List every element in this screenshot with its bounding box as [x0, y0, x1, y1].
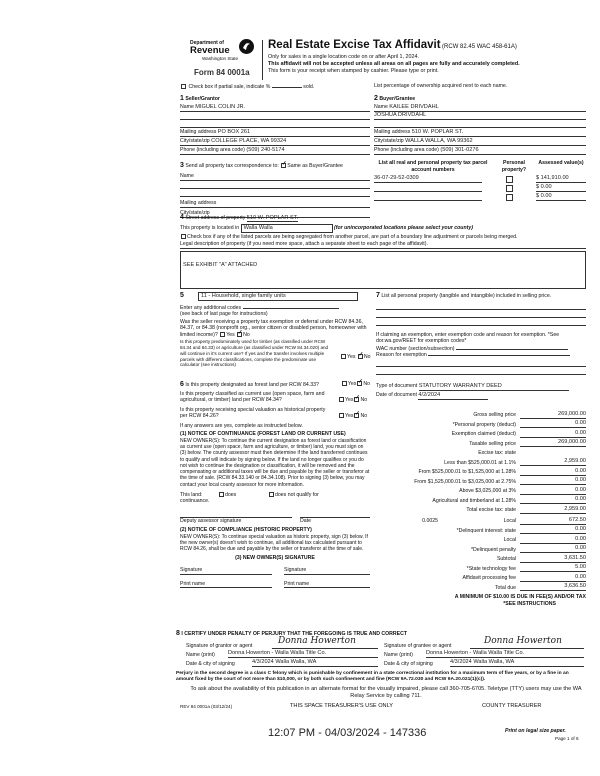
- calc-row: [376, 544, 586, 554]
- personal-property-checkbox[interactable]: [506, 185, 513, 192]
- calc-row: [376, 428, 586, 438]
- section3: 3 Send all property tax correspondence to: ✓ Same as Buyer/Grantee Name Mailing address City/state/zip: [180, 162, 370, 218]
- local-tax-value[interactable]: 672.50: [520, 517, 586, 525]
- section4: 4 Street address of property 510 W. POPLAR ST. This property is located in Walla Walla (for unincorporated locations please select your county) Check box if any of the listed parcels are being segregated from another parcel, are part of a boundary line adjustment or parcels being merged. Legal description of property (if you need more space, attach a separate sheet to each page of the affidavit). SEE EXHIBIT "A" ATTACHED: [180, 214, 586, 289]
- buyer-phone[interactable]: (509) 301-0276: [440, 146, 479, 153]
- assessed-value[interactable]: $ 141,910.00: [536, 175, 586, 183]
- dor-logo: [190, 40, 256, 61]
- land-use-code-select[interactable]: 11 - Household, single family units: [198, 292, 358, 301]
- legal-paper-note: Print on legal size paper.: [505, 728, 566, 734]
- calc-row: [376, 582, 586, 592]
- calc-row: [376, 553, 586, 563]
- calc-label: Above $3,025,000 at 3%: [459, 488, 516, 494]
- calc-value[interactable]: 0.00: [520, 430, 586, 438]
- calc-label: From $1,525,000.01 to $3,025,000 at 2.75%: [414, 478, 516, 485]
- forest-yes-checkbox[interactable]: [342, 381, 347, 386]
- assessed-value[interactable]: $ 0.00: [536, 184, 586, 192]
- parcel-number[interactable]: [374, 193, 482, 201]
- buyer-section: 2 Buyer/Grantee Name KAILEE DRIVDAHL JOSHUA DRIVDAHL Mailing address 510 W. POPLAR ST. City/state/zip WALLA WALLA, WA 99362 Phone (including area code) (509) 301-0276: [374, 95, 586, 155]
- calc-label: *Delinquent interest: state: [456, 527, 516, 534]
- calc-label: *Personal property (deduct): [452, 421, 516, 428]
- calc-row: [376, 563, 586, 573]
- buyer-mail[interactable]: 510 W. POPLAR ST.: [411, 128, 464, 135]
- seller-exemption-yes-checkbox[interactable]: [220, 332, 225, 337]
- calc-row: [376, 447, 586, 457]
- form-rcw: (RCW 82.45 WAC 458-61A): [442, 44, 517, 50]
- section8: 8 I CERTIFY UNDER PENALTY OF PERJURY THAT THE FOREGOING IS TRUE AND CORRECT: [176, 630, 408, 637]
- calc-row: [376, 485, 586, 495]
- current-use-yes-checkbox[interactable]: [339, 397, 344, 402]
- calc-value[interactable]: 0.00: [520, 468, 586, 476]
- land-does-not-checkbox[interactable]: [269, 492, 274, 497]
- section7: 7 List all personal property (tangible and intangible) included in selling price. If claiming an exemption, enter exemption code and reason for exemption. *See dor.wa.gov/REET for exemption codes* WAC number (section/subsection) Reason for exemption Type of document STATUTORY WARRANTY DEED Date of document 4/2/2024: [376, 292, 586, 400]
- section5: 5 11 - Household, single family units Enter any additional codes (see back of last page for instructions) Was the seller receiving a property tax exemption or deferral under RCW 84.36, 84.37, or 84.38 (nonprofit org., senior citizen or disabled person, homeowner with limited income)? Yes ✓ No Is this property predominately used for timber (as classified under RCW 84.34 and 84.33) or agriculture (as classified under RCW 84.34.020) and will continue in it's current use? If yes and the transfer involves multiple parcels with different classifications, complete the predominate use calculator (see instructions) Yes ✓ No: [180, 292, 370, 368]
- treasurer-only: THIS SPACE TREASURER'S USE ONLY: [290, 703, 394, 709]
- personal-property-checkbox[interactable]: [506, 176, 513, 183]
- dept-line3: Washington State: [202, 55, 239, 61]
- calc-value[interactable]: 0.00: [520, 526, 586, 534]
- parcels-col1: List all real and personal property tax parcel account numbers: [378, 160, 488, 173]
- dor-swoosh-icon: [238, 38, 255, 55]
- grantor-signature[interactable]: Donna Howerton: [272, 640, 378, 649]
- grantee-signature[interactable]: Donna Howerton: [470, 640, 584, 649]
- document-date[interactable]: 4/2/2024: [418, 392, 488, 400]
- calc-value[interactable]: 3,631.50: [520, 555, 586, 563]
- dept-line1: Department of: [190, 40, 224, 46]
- parcel-number[interactable]: [374, 184, 482, 192]
- page-number: Page 1 of 6: [555, 736, 579, 741]
- seller-exemption-no-checkbox[interactable]: [237, 332, 242, 337]
- calc-row: [376, 419, 586, 429]
- list-percentage-note: List percentage of ownership acquired next to each name.: [374, 83, 508, 89]
- form-header: [268, 38, 588, 75]
- county-treasurer: COUNTY TREASURER: [482, 703, 542, 709]
- header-note1: Only for sales in a single location code on or after April 1, 2024.: [268, 54, 420, 61]
- calc-row: [376, 457, 586, 467]
- calc-value[interactable]: 0.00: [520, 545, 586, 553]
- parcel-number[interactable]: 36-07-29-52-0309: [374, 175, 482, 183]
- calc-value[interactable]: 269,000.00: [520, 439, 586, 447]
- calc-row: [376, 504, 586, 514]
- calc-row: [376, 438, 586, 448]
- parcel-row: [374, 175, 586, 183]
- calc-label: Gross selling price: [473, 412, 516, 418]
- calc-row: [376, 466, 586, 476]
- timber-yes-checkbox[interactable]: [341, 354, 346, 359]
- header-note2: This affidavit will not be accepted unless all areas on all pages are fully and accurately completed.: [268, 61, 520, 68]
- calc-row: [376, 534, 586, 544]
- historic-no-checkbox[interactable]: [354, 413, 359, 418]
- calc-label: Taxable selling price: [469, 440, 516, 447]
- calc-label: From $525,000.01 to $1,525,000 at 1.28%: [418, 469, 516, 475]
- seller-mail[interactable]: PO BOX 261: [217, 128, 251, 135]
- current-use-no-checkbox[interactable]: [354, 397, 359, 402]
- calc-row: [376, 525, 586, 535]
- grantee-signature-block: Signature of grantee or agent Donna Howerton Name (print) Donna Howerton - Walla Walla Title Co. Date & city of signing 4/3/2024 Walla Walla, WA: [384, 640, 584, 667]
- seller-city[interactable]: COLLEGE PLACE, WA 99324: [211, 137, 287, 144]
- legal-description-label: Legal description of property (if you need more space, attach a separate sheet to each page of the affidavit).: [180, 241, 586, 249]
- minimum-due-note: A MINIMUM OF $10.00 IS DUE IN FEE(S) AND/OR TAX: [454, 594, 586, 600]
- buyer-name1[interactable]: KAILEE DRIVDAHL: [389, 103, 439, 110]
- alt-format-note: To ask about the availability of this publication in an alternate format for the visually impaired, please call 360-705-6705. Teletype (TTY) users may use the WA Relay Service by calling 711.: [190, 686, 582, 699]
- calc-row: [376, 476, 586, 486]
- parcels-col3: Assessed value(s): [538, 160, 584, 166]
- form-title: Real Estate Excise Tax Affidavit: [268, 39, 441, 51]
- calc-value[interactable]: 269,000.00: [520, 411, 586, 419]
- seller-name[interactable]: MIGUEL COLIN JR.: [195, 103, 246, 110]
- grantee-date-city[interactable]: 4/3/2024 Walla Walla, WA: [450, 659, 584, 667]
- calc-value[interactable]: 0.00: [520, 574, 586, 582]
- partial-sale-row: Check box if partial sale, indicate % sold.: [180, 84, 314, 91]
- tax-calculation: Gross selling price 269,000.00 *Personal property (deduct) 0.00 Exemption claimed (deduct) 0.00 Taxable selling price 269,000.00 Excise tax: state Less than $525,000.01 at 1.1% 2,959.00 From $525,000.01 to $1,525,000 at 1.28% 0.00 From $1,525,000.01 to $3,025,000 at 2.75% 0.00 Above $3,025,000 at 3% 0.00 Agricultural and timberland at 1.28% 0.00 Total excise tax: state 2,959.00 0.0025 Local 672.50 *Delinquent interest: state 0.00 Local 0.00 *Delinquent penalty 0.00 Subtotal 3,631.50 *State technology fee 5.00 Affidavit processing fee 0.00 Total due 3,636.50 A MINIMUM OF $10.00 IS DUE IN FEE(S) AND/OR TAX *SEE INSTRUCTIONS: [376, 409, 586, 607]
- buyer-city[interactable]: WALLA WALLA, WA 99362: [405, 137, 473, 144]
- see-instructions: *SEE INSTRUCTIONS: [503, 600, 556, 607]
- calc-label: *State technology fee: [466, 565, 516, 572]
- seller-phone[interactable]: (509) 240-5174: [246, 146, 285, 153]
- legal-description: SEE EXHIBIT "A" ATTACHED: [183, 261, 258, 268]
- document-type[interactable]: STATUTORY WARRANTY DEED: [419, 383, 569, 391]
- calc-label: Excise tax: state: [478, 450, 516, 456]
- calc-label: Total excise tax: state: [466, 507, 516, 513]
- perjury-note: Perjury in the second degree is a class C felony which is punishable by confinement in a state correctional institution for a maximum term of five years, or by a fine in an amount fixed by the court of not more than $10,000, or by both such confinement and fine (RCW 9A.72.030 and RCW 9A.20.021(1)(c)).: [176, 671, 569, 683]
- recording-stamp: 12:07 PM - 04/03/2024 - 147336: [268, 727, 427, 739]
- grantor-date-city[interactable]: 4/3/2024 Walla Walla, WA: [252, 659, 378, 667]
- dept-line2: Revenue: [190, 45, 230, 57]
- land-does-checkbox[interactable]: [219, 492, 224, 497]
- timber-no-checkbox[interactable]: [358, 354, 363, 359]
- calc-label: Affidavit processing fee: [462, 575, 516, 581]
- calc-value[interactable]: 0.00: [520, 420, 586, 428]
- seller-section: 1 Seller/Grantor Name MIGUEL COLIN JR. Mailing address PO BOX 261 City/state/zip COLLEGE PLACE, WA 99324 Phone (including area code) (509) 240-5174: [180, 95, 370, 155]
- calc-value[interactable]: 2,959.00: [520, 458, 586, 466]
- calc-value[interactable]: 0.00: [520, 536, 586, 544]
- local-rate: 0.0025: [422, 518, 438, 524]
- buyer-name2[interactable]: JOSHUA DRIVDAHL: [374, 111, 427, 118]
- calc-label: Local: [503, 537, 516, 543]
- parcel-row: [374, 193, 586, 201]
- calc-row: [376, 409, 586, 419]
- calc-label: Exemption claimed (deduct): [451, 431, 516, 437]
- calc-value[interactable]: 0.00: [520, 496, 586, 504]
- section6: 6 Is this property designated as forest land per RCW 84.33? Yes✓ No Is this property classified as current use (open space, farm and agricultural, or timber) land per RCW 84.34? Yes✓ No Is this property receiving special valuation as historical property per RCW 84.26? Yes✓ No If any answers are yes, complete as instructed below. (1) NOTICE OF CONTINUANCE (FOREST LAND OR CURRENT USE) NEW OWNER(S): To continue the current designation as forest land or classification as current use (open space, farm and agriculture, or timber) land, you must sign on (3) below. The county assessor must then determine if the land transferred continues to qualify and will indicate by signing below. If the land no longer qualifies or you do not wish to continue the designation or classification, it will be removed and the compensating or additional taxes will be due and payable by the seller or transferor at the time of sale. (RCW 84.33.140 or 84.34.108). Prior to signing (3) below, you may contact your local county assessor for more information. This land: does does not qualify for continuance. Deputy assessor signature Date (2) NOTICE OF COMPLIANCE (HISTORIC PROPERTY) NEW OWNER(S): To continue special valuation as historic property, sign (3) below. If the new owner(s) doesn't wish to continue, all additional tax calculated pursuant to RCW 84.26, shall be due and payable by the seller or transferor at the time of sale. (3) NEW OWNER(S) SIGNATURE Signature Signature Print name Print name: [180, 381, 370, 588]
- forest-no-checkbox[interactable]: [357, 381, 362, 386]
- partial-sale-checkbox[interactable]: [181, 84, 186, 89]
- personal-property-checkbox[interactable]: [506, 194, 513, 201]
- assessed-value[interactable]: $ 0.00: [536, 193, 586, 201]
- historic-yes-checkbox[interactable]: [339, 413, 344, 418]
- form-number: Form 84 0001a: [194, 68, 250, 77]
- grantor-print-name[interactable]: Donna Howerton - Walla Walla Title Co.: [228, 650, 378, 658]
- calc-value[interactable]: 2,959.00: [520, 506, 586, 514]
- revision: REV 84 0001a (03/12/24): [180, 704, 233, 709]
- grantor-signature-block: Signature of grantor or agent Donna Howerton Name (print) Donna Howerton - Walla Walla Title Co. Date & city of signing 4/3/2024 Walla Walla, WA: [186, 640, 378, 667]
- header-note3: This form is your receipt when stamped by cashier. Please type or print.: [268, 67, 439, 74]
- calc-row: [376, 572, 586, 582]
- calc-value[interactable]: 0.00: [520, 487, 586, 495]
- parcels-col2: Personal property?: [501, 160, 527, 173]
- calc-label: Subtotal: [496, 556, 516, 562]
- calc-value[interactable]: 5.00: [520, 564, 586, 572]
- legal-description-box[interactable]: [180, 251, 586, 289]
- property-location-select[interactable]: Walla Walla: [241, 224, 333, 233]
- calc-label: Less than $525,000.01 at 1.1%: [444, 459, 516, 466]
- same-as-buyer-checkbox[interactable]: [281, 163, 286, 168]
- calc-value[interactable]: 0.00: [520, 477, 586, 485]
- calc-value[interactable]: 3,636.50: [520, 583, 586, 591]
- calc-label: Total due: [494, 584, 516, 591]
- property-street[interactable]: 510 W. POPLAR ST.: [246, 215, 299, 221]
- grantee-print-name[interactable]: Donna Howerton - Walla Walla Title Co.: [426, 650, 584, 658]
- segregation-checkbox[interactable]: [181, 234, 186, 239]
- calc-row: [376, 495, 586, 505]
- calc-label: Agricultural and timberland at 1.28%: [432, 497, 516, 504]
- parcel-row: [374, 184, 586, 192]
- parcels-table: [374, 160, 586, 201]
- calc-label: *Delinquent penalty: [471, 546, 516, 553]
